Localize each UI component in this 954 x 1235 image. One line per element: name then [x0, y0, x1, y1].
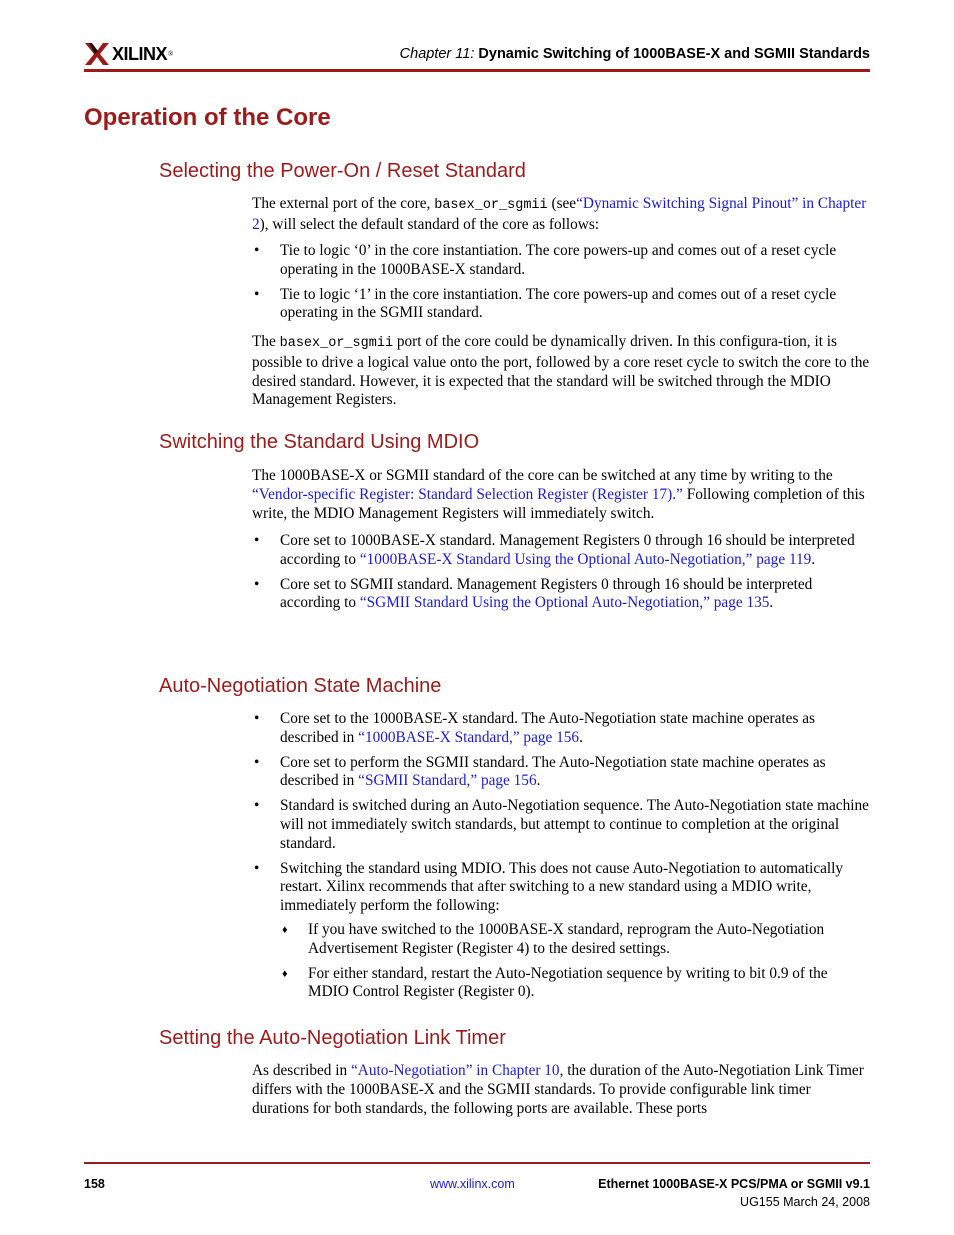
link-1000basex-optional-autoneg[interactable]: “1000BASE-X Standard Using the Optional Auto-Negotiation,” page 119	[359, 550, 812, 568]
link-vendor-specific-register[interactable]: “Vendor-specific Register: Standard Selection Register (Register 17).”	[252, 485, 683, 503]
section-heading-power-on-reset: Selecting the Power-On / Reset Standard	[159, 160, 526, 182]
text-run: .	[811, 550, 816, 568]
chapter-label: Chapter 11:	[399, 46, 475, 62]
list-item: • Standard is switched during an Auto-Negotiation sequence. The Auto-Negotiation state machine will not immediately switch standards, but attempt to continue to completion at the original standard.	[252, 797, 870, 853]
code-signal-name: basex_or_sgmii	[434, 198, 548, 213]
text-run: As described in	[252, 1062, 348, 1079]
list-item	[252, 576, 870, 614]
section4-paragraph1	[252, 1062, 870, 1118]
header-divider	[84, 69, 870, 72]
section-heading-autoneg-state-machine: Auto-Negotiation State Machine	[159, 675, 442, 697]
section-heading-link-timer: Setting the Auto-Negotiation Link Timer	[159, 1027, 506, 1049]
text-run: Following completion of this write, the MDIO Management Registers will immediately switch.	[252, 485, 865, 522]
list-item	[252, 860, 870, 1003]
page-number: 158	[84, 1177, 105, 1191]
footer-divider	[84, 1162, 870, 1164]
footer-website-link[interactable]: www.xilinx.com	[430, 1177, 515, 1191]
logo-text: XILINX	[112, 43, 168, 64]
section1-bullet-list	[252, 242, 870, 329]
text-run: Core set to 1000BASE-X standard. Management Registers 0 through 16 should be interpreted according to	[280, 532, 855, 568]
section1-paragraph2	[252, 333, 870, 410]
text-run: .	[579, 728, 583, 746]
sub-bullet-list	[280, 921, 870, 1002]
sub-list-item: ♦ If you have switched to the 1000BASE-X standard, reprogram the Auto-Negotiation Advertisement Register (Register 4) to the desired settings.	[280, 921, 870, 959]
chapter-title: Dynamic Switching of 1000BASE-X and SGMII Standards	[478, 46, 870, 62]
list-item	[252, 754, 870, 792]
xilinx-logo-icon	[84, 41, 110, 67]
text-run: .	[536, 772, 541, 790]
page-footer	[84, 1175, 870, 1215]
text-run: Switching the standard using MDIO. This does not cause Auto-Negotiation to automatically restart. Xilinx recommends that after switching to a new standard using a MDIO write, immediately perform the following:	[280, 859, 844, 915]
link-1000basex-standard[interactable]: “1000BASE-X Standard,” page 156	[358, 728, 580, 746]
link-dynamic-switching-pinout[interactable]: “Dynamic Switching Signal Pinout” in Chapter 2	[252, 195, 867, 233]
text-run: The	[252, 333, 276, 350]
footer-document-title: Ethernet 1000BASE-X PCS/PMA or SGMII v9.1	[598, 1177, 870, 1191]
text-run: port of the core could be dynamically driven. In this configura-tion, it is possible to drive a logical value onto the port, followed by a core reset cycle to switch the core to the desired standard. However, it is expected that the standard will be switched through the MDIO Management Registers.	[252, 333, 870, 409]
text-run: Core set to SGMII standard. Management Registers 0 through 16 should be interpreted according to	[280, 575, 813, 612]
section-heading-switching-mdio: Switching the Standard Using MDIO	[159, 431, 480, 453]
text-run: .	[769, 594, 774, 612]
section1-paragraph1	[252, 195, 870, 235]
text-run: Core set to the 1000BASE-X standard. The Auto-Negotiation state machine operates as described in	[280, 710, 815, 746]
section2-bullet-list	[252, 532, 870, 619]
chapter-heading	[400, 46, 870, 62]
text-run: (see	[551, 195, 577, 212]
code-signal-name: basex_or_sgmii	[279, 336, 394, 351]
list-item: • Tie to logic ‘1’ in the core instantiation. The core powers-up and comes out of a reset cycle operating in the SGMII standard.	[252, 286, 870, 324]
page-title: Operation of the Core	[84, 104, 331, 131]
text-run: The 1000BASE-X or SGMII standard of the core can be switched at any time by writing to the	[252, 467, 833, 484]
list-item	[252, 532, 870, 570]
sub-list-item: ♦ For either standard, restart the Auto-Negotiation sequence by writing to bit 0.9 of the MDIO Control Register (Register 0).	[280, 965, 870, 1003]
footer-document-date: UG155 March 24, 2008	[740, 1195, 870, 1209]
text-run: , the duration of the Auto-Negotiation Link Timer differs with the 1000BASE-X and the SGMII standards. To provide configurable link timer durations for both standards, the following ports are available. These ports	[252, 1062, 864, 1117]
page-header	[84, 40, 870, 72]
link-autoneg-chapter10[interactable]: “Auto-Negotiation” in Chapter 10	[351, 1062, 560, 1079]
section3-bullet-list	[252, 710, 870, 1008]
text-run: ), will select the default standard of the core as follows:	[259, 215, 600, 233]
link-sgmii-optional-autoneg[interactable]: “SGMII Standard Using the Optional Auto-Negotiation,” page 135	[359, 594, 770, 612]
link-sgmii-standard[interactable]: “SGMII Standard,” page 156	[358, 772, 537, 790]
text-run: The external port of the core,	[252, 195, 431, 212]
logo-registered-mark: ®	[168, 50, 174, 58]
list-item: • Tie to logic ‘0’ in the core instantiation. The core powers-up and comes out of a reset cycle operating in the 1000BASE-X standard.	[252, 242, 870, 280]
list-item	[252, 710, 870, 748]
section2-paragraph1	[252, 467, 870, 523]
xilinx-logo	[84, 40, 173, 68]
text-run: Core set to perform the SGMII standard. The Auto-Negotiation state machine operates as described in	[280, 753, 826, 790]
